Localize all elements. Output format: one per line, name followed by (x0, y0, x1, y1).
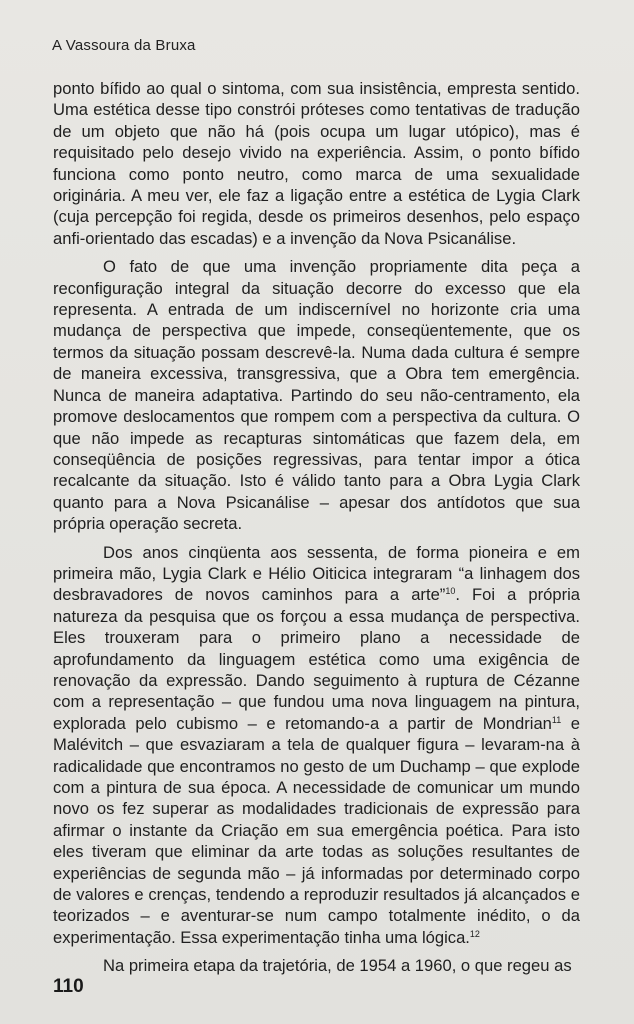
page-number: 110 (53, 976, 84, 997)
paragraph-1: ponto bífido ao qual o sintoma, com sua insistência, empresta sentido. Uma estética desse tipo constrói próteses como tentativas de tradução de um objeto que não há (pois ocupa um lugar utópico), mas é requisitado pelo desejo vivido na experiência. Assim, o ponto bífido funciona como ponto neutro, como marca de uma sexualidade originária. A meu ver, ele faz a ligação entre a estética de Lygia Clark (cuja percepção foi regida, desde os primeiros desenhos, pelo espaço anfi-orientado das escadas) e a invenção da Nova Psicanálise. (53, 79, 580, 248)
paragraph-3-part-2: . Foi a própria natureza da pesquisa que os forçou a essa mudança de perspectiva. Eles trouxeram para o primeiro plano a necessidade de aprofundamento da linguagem estética como uma exigência de renovação da expressão. Dando seguimento à ruptura de Cézanne com a representação – que fundou uma nova linguagem na pintura, explorada pelo cubismo – e retomando-a a partir de Mondrian (53, 585, 581, 733)
footnote-ref-11[interactable]: 11 (551, 714, 562, 725)
paragraph-3-part-3: e Malévitch – que esvaziaram a tela de qualquer figura – levaram-na à radicalidade que encontramos no gesto de um Duchamp – que explode com a pintura de sua época. A necessidade de comunicar um mundo novo os fez superar as modalidades tradicionais de expressão para afirmar o instante da Criação em sua emergência poética. Para isto eles tiveram que eliminar da arte todas as soluções resultantes de experiências de segunda mão – já informadas por determinado corpo de valores e crenças, tendendo a reproduzir resultados já alcançados e teorizados – e aventurar-se num campo totalmente inédito, o da experimentação. Essa experimentação tinha uma lógica. (53, 713, 580, 947)
paragraph-2: O fato de que uma invenção propriamente dita peça a reconfiguração integral da situação decorre do excesso que ela representa. A entrada de um indiscernível no horizonte cria uma mudança de perspectiva que impede, conseqüentemente, que os termos da situação possam descrevê-la. Numa dada cultura é sempre de maneira excessiva, transgressiva, que a Obra tem emergência. Nunca de maneira adaptativa. Partindo do seu não-centramento, ela promove deslocamentos que rompem com a perspectiva da cultura. O que não impede as recapturas sintomáticas que fazem dela, em conseqüência de posições regressivas, para tentar impor a ótica recalcante da situação. Isto é válido tanto para a Obra Lygia Clark quanto para a Nova Psicanálise – apesar dos antídotos que sua própria operação secreta. (53, 257, 580, 534)
running-title: A Vassoura da Bruxa (52, 37, 196, 54)
body-text (53, 78, 580, 984)
footnote-ref-10[interactable]: 10 (445, 586, 456, 597)
paragraph-3-part-1: Dos anos cinqüenta aos sessenta, de forma pioneira e em primeira mão, Lygia Clark e Hélio Oiticica integraram “a linhagem dos desbravadores de novos caminhos para a arte” (53, 542, 580, 605)
paragraph-3 (53, 542, 580, 949)
paragraph-4: Na primeira etapa da trajetória, de 1954 a 1960, o que regeu as (103, 956, 572, 976)
footnote-ref-12[interactable]: 12 (469, 928, 480, 939)
